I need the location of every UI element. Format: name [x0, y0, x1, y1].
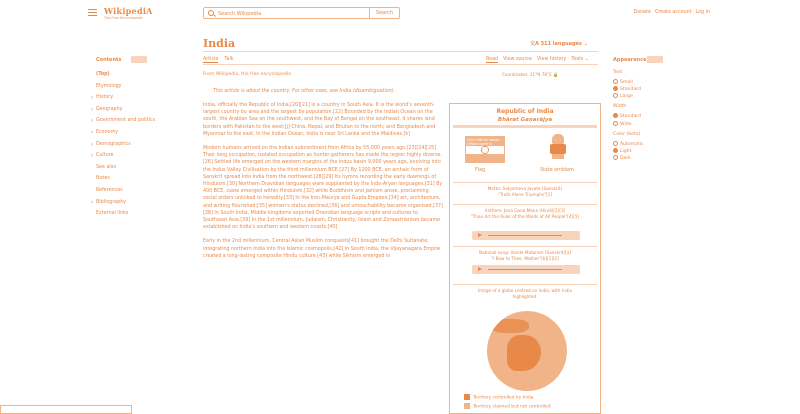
toc-item[interactable]: Etymology — [96, 83, 122, 89]
radio-automatic[interactable]: Automatic — [613, 141, 673, 148]
toc-item[interactable]: References — [96, 187, 123, 193]
tab-article[interactable]: Article — [203, 57, 219, 62]
appearance-heading: Appearance — [613, 57, 647, 63]
hatnote: This article is about the country. For other uses, see India (disambiguation). — [213, 89, 396, 94]
tools-menu[interactable]: Tools ⌄ — [571, 57, 589, 62]
article-body — [203, 102, 443, 267]
toc-item[interactable]: › Culture — [92, 153, 192, 165]
toc-item[interactable]: › Government and politics — [92, 118, 192, 130]
anthem-audio-player[interactable] — [472, 231, 580, 240]
play-icon[interactable] — [478, 233, 482, 237]
appearance-panel — [613, 70, 673, 162]
search-input[interactable]: Search Wikipedia — [218, 11, 262, 17]
motto-label: Motto: Satyameva Jayate (Sanskrit) — [487, 186, 563, 191]
radio-width-standard[interactable]: Standard — [613, 113, 673, 120]
divider — [453, 204, 597, 205]
divider — [453, 284, 597, 285]
radio-width-wide[interactable]: Wide — [613, 121, 673, 128]
search-box[interactable] — [203, 7, 400, 19]
play-icon[interactable] — [478, 267, 482, 271]
main-menu-icon[interactable] — [88, 9, 97, 16]
search-button[interactable]: Search — [369, 8, 399, 18]
logo-tagline: The Free Encyclopedia — [104, 16, 143, 20]
toc-hide-button[interactable] — [131, 56, 147, 63]
toc-item[interactable]: External links — [96, 211, 129, 217]
create-account-link[interactable]: Create account — [654, 10, 692, 15]
legend-item: Territory controlled by India — [464, 394, 533, 401]
paragraph: Modern humans arrived on the Indian subcontinent from Africa by 55,000 years ago.[23][24][25] Their long occupation, isolated occupation as hunter-gatherers has made the region highly diverse.[26] Settled life emerged on the western margins of the Indus basin 9,000 years ago, evolving into the Indus Valley Civilisation by the third millennium BCE.[27] By 1200 BCE, an archaic form of Sanskrit spread into India from the northwest.[28][29] Its hymns recording the early dawnings of Hinduism.[30] Northern Dravidian languages were supplanted by the Indo-Aryan languages.[31] By 400 BCE, caste emerged within Hinduism,[32] while Buddhism and Jainism arose, proclaiming social orders unlinked to heredity.[33] In the Iron-Maurya and Gupta Empires,[34] art, architecture, and writing flourished;[35] women's status declined,[36] and untouchability became organised.[37][38] In South India, Middle kingdoms exported Dravidian language scripts and cultures to Southeast Asia.[39] In the 1st millennium, Judaism, Christianity, Islam and Zoroastrianism became established on India's southern and western coasts.[40] — [203, 146, 443, 231]
divider — [453, 246, 597, 247]
divider — [453, 182, 597, 183]
paragraph: India, officially the Republic of India,[20][21] is a country in South Asia. It is the world's seventh-largest country by area and the largest by population.[22] Bounded by the Indian Ocean on the south, the Arabian Sea on the southwest, and the Bay of Bengal on the southeast, it shares land borders with Pakistan to the west;[j] China, Nepal, and Bhutan to the north; and Bangladesh and Myanmar to the east. In the Indian Ocean, India is near Sri Lanka and the Maldives.[k] — [203, 103, 436, 137]
donate-link[interactable]: Donate — [633, 10, 651, 15]
song-audio-player[interactable] — [472, 265, 580, 274]
toc-item[interactable]: See also — [96, 164, 117, 170]
anthem-text: "Thou Art the Ruler of the Minds of All People"[4][5] — [470, 214, 580, 219]
infobox-subtitle: Bhārat Gaṇarājya — [497, 117, 553, 123]
appearance-hide-button[interactable] — [647, 56, 663, 63]
login-link[interactable]: Log in — [695, 10, 710, 15]
tab-view-history[interactable]: View history — [536, 57, 567, 62]
toc-item[interactable]: Notes — [96, 176, 110, 182]
motto-text: "Truth Alone Triumphs"[1] — [498, 192, 552, 197]
user-links — [634, 10, 711, 15]
color-label: Color (beta) — [613, 131, 641, 137]
search-icon — [208, 10, 214, 16]
radio-light[interactable]: Light — [613, 148, 673, 155]
tab-read[interactable]: Read — [486, 57, 499, 62]
legend-item: Territory claimed but not controlled — [464, 403, 551, 410]
state-emblem-image[interactable] — [548, 134, 568, 162]
radio-small[interactable]: Small — [613, 79, 673, 86]
coordinates[interactable]: Coordinates: 21°N 78°E 🔒 — [502, 72, 559, 77]
infobox — [449, 103, 601, 414]
toc-heading: Contents — [96, 57, 122, 63]
emblem-caption[interactable]: State emblem — [540, 168, 574, 173]
divider — [203, 64, 598, 65]
page-title: India — [203, 37, 236, 50]
status-bar — [0, 405, 132, 414]
globe-map-image[interactable] — [487, 311, 567, 391]
toc-item[interactable]: › Geography — [92, 107, 192, 119]
text-size-label: Text — [613, 70, 623, 75]
namespace-tabs — [203, 57, 234, 63]
table-of-contents — [92, 72, 192, 223]
infobox-title: Republic of India — [496, 108, 554, 115]
map-caption: Image of a globe centred on India, with India highlighted. — [477, 288, 572, 299]
tab-view-source[interactable]: View source — [503, 57, 532, 62]
language-button[interactable]: 文A 311 languages ⌄ — [530, 41, 588, 47]
toc-item[interactable]: › Bibliography — [92, 200, 192, 212]
anthem-label: Anthem: Jana Gana Mana (Hindi)[2][3] — [484, 208, 566, 213]
width-label: Width — [613, 104, 627, 110]
radio-standard[interactable]: Standard — [613, 86, 673, 93]
song-label: National song: Vande Mataram (Sanskrit)[a] — [478, 250, 572, 255]
divider — [203, 51, 598, 52]
toc-item[interactable]: › Demographics — [92, 142, 192, 154]
tab-talk[interactable]: Talk — [224, 57, 234, 62]
legend-swatch — [464, 394, 470, 400]
site-subtitle: From Wikipedia, the free encyclopedia — [203, 72, 292, 77]
toc-item[interactable]: › History — [92, 95, 192, 107]
view-tabs — [486, 57, 589, 63]
wikipedia-logo[interactable]: WikipediA — [104, 6, 153, 16]
song-text: "I Bow to Thee, Mother"[b][1][2] — [491, 256, 559, 261]
flag-image[interactable]: Other official names Official name in 22 other languages Skip to languages — [465, 136, 505, 163]
radio-dark[interactable]: Dark — [613, 155, 673, 162]
lock-icon: 🔒 — [553, 72, 559, 77]
infobox-header-band — [453, 125, 597, 128]
radio-large[interactable]: Large — [613, 93, 673, 100]
toc-item[interactable]: › Economy — [92, 130, 192, 142]
paragraph: Early in the 2nd millennium, Central Asian Muslim conquests[41] brought the Delhi Sultanate, integrating northern India into the Islamic cosmopolis.[42] In South India, the Vijayanagara Empire created a long-lasting composite Hindu culture.[43] while Sikhism emerged in — [203, 239, 441, 259]
toc-item[interactable]: (Top) — [96, 72, 110, 77]
flag-caption[interactable]: Flag — [475, 168, 486, 173]
legend-swatch — [464, 403, 470, 409]
